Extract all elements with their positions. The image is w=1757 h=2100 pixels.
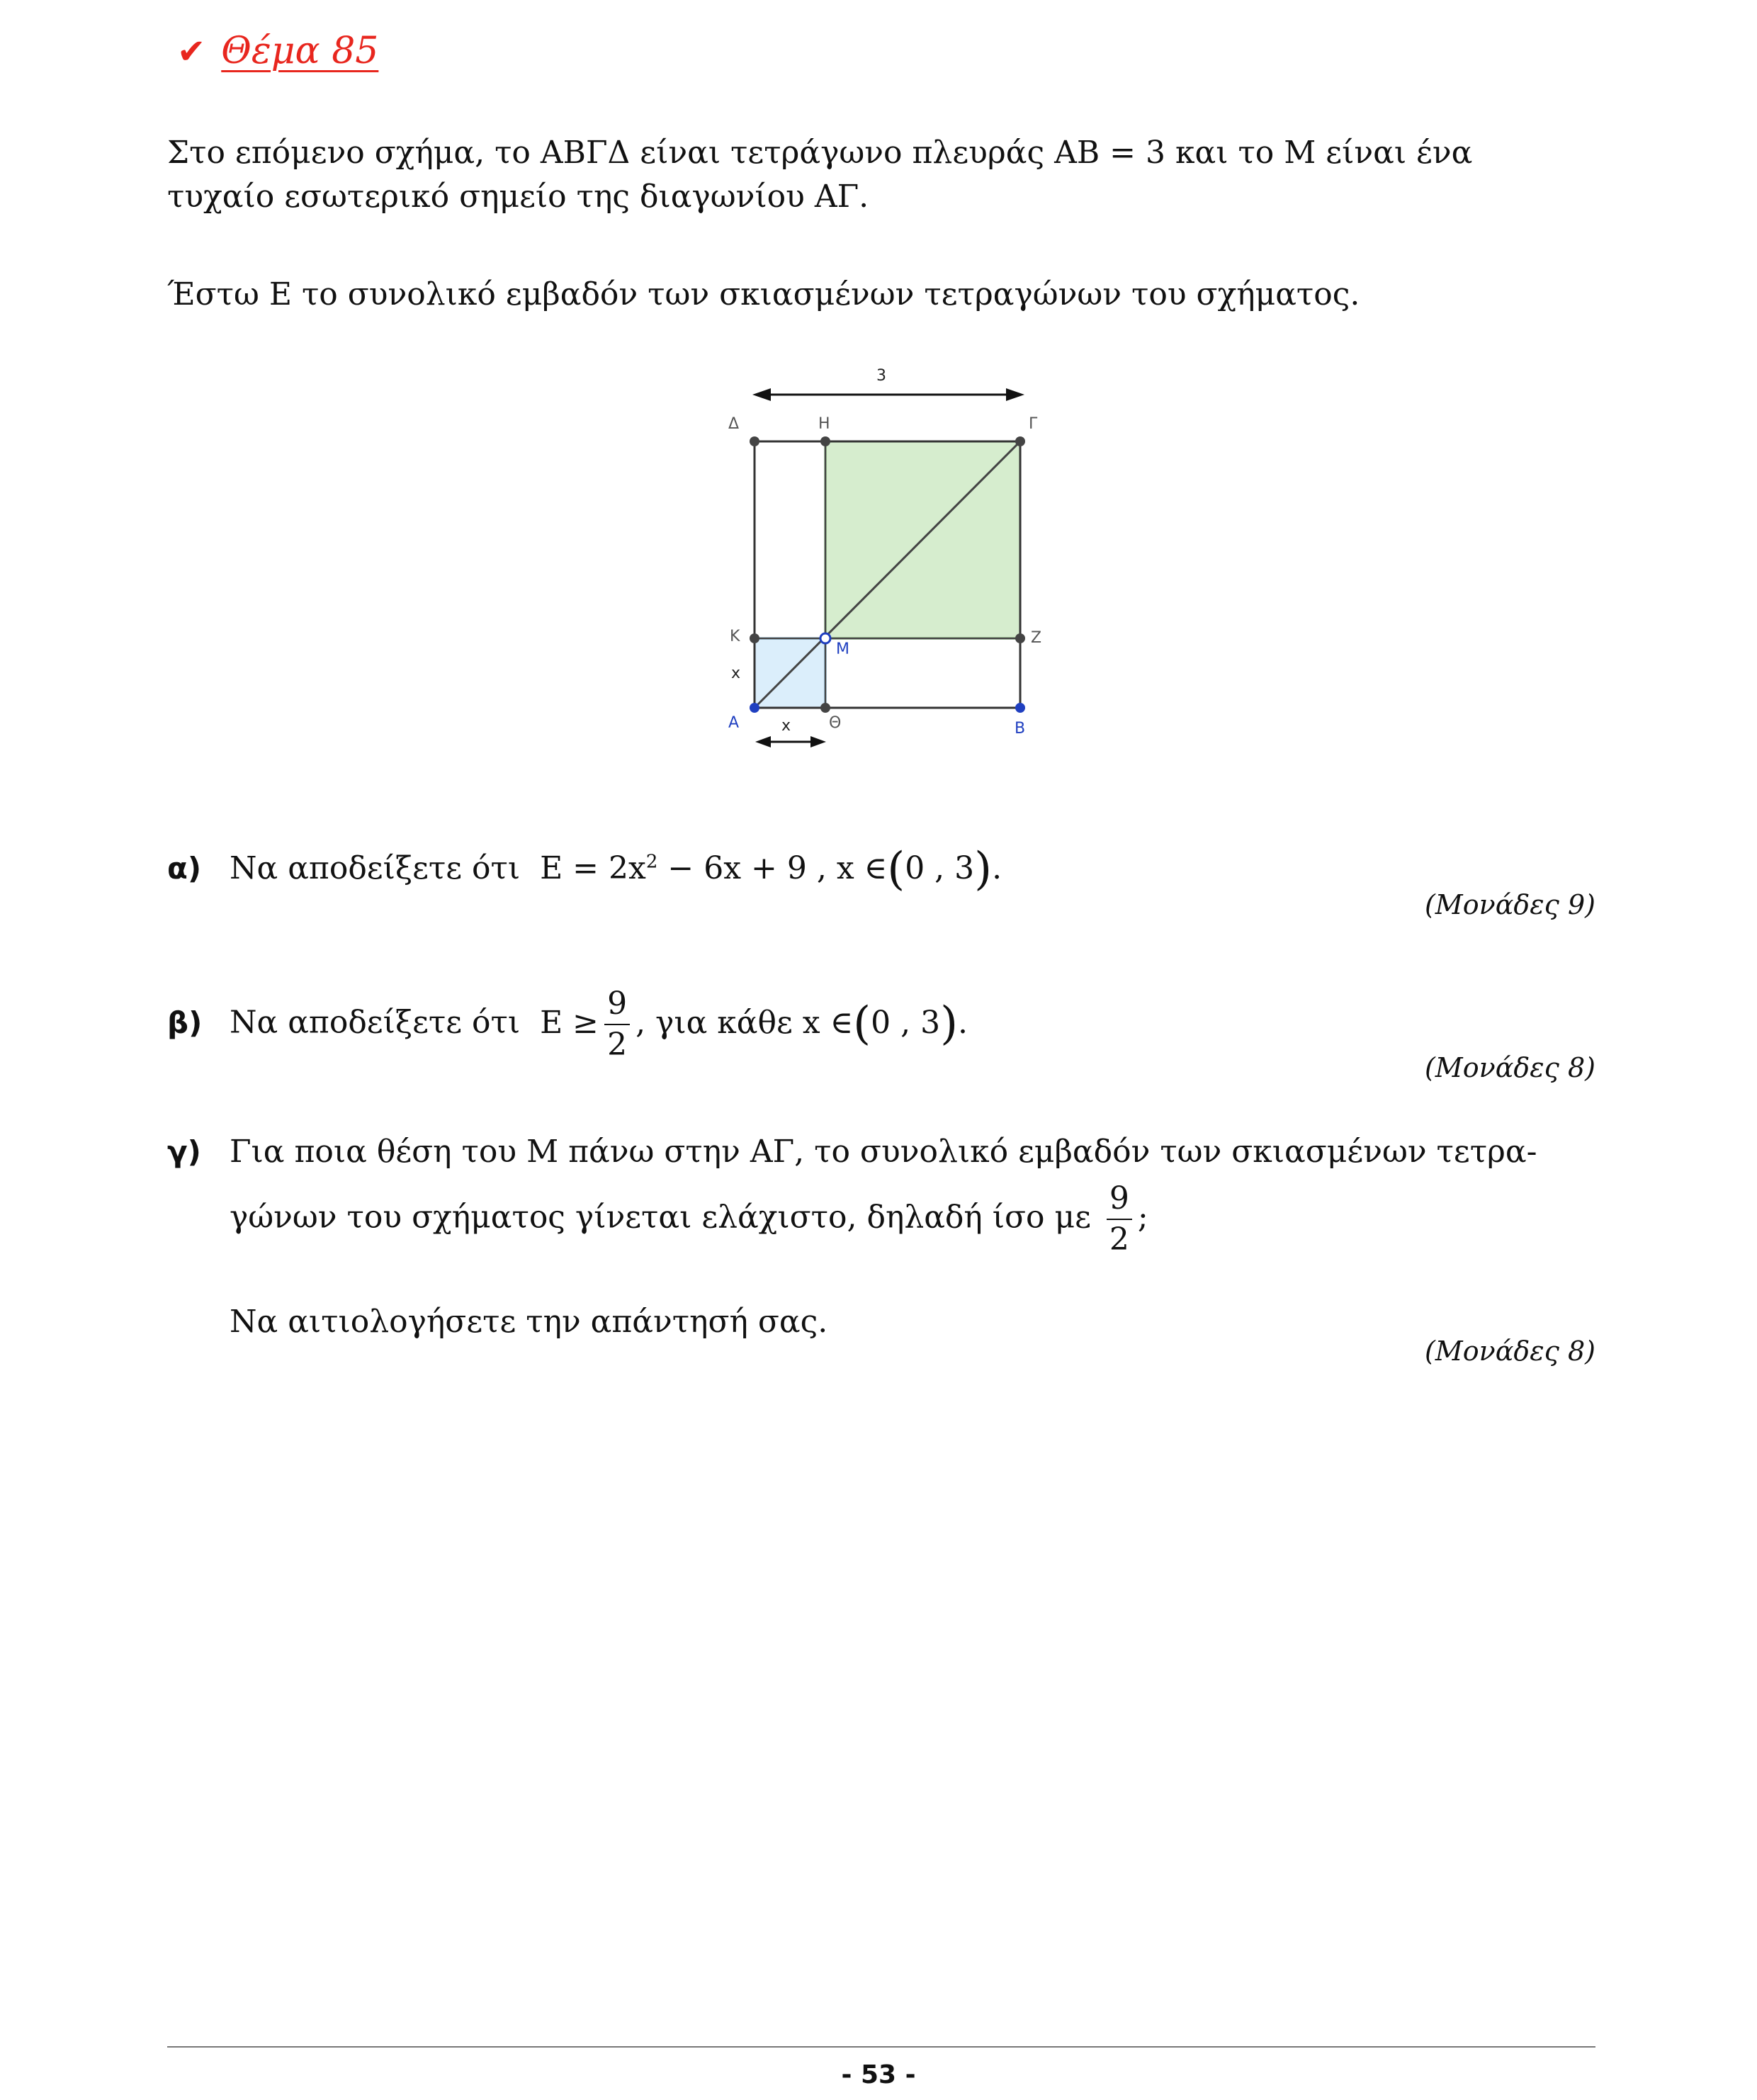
top-arrow-right-icon — [1006, 388, 1024, 401]
label-theta: Θ — [829, 714, 842, 732]
topic-heading — [177, 30, 378, 72]
marks-b: (Μονάδες 8) — [1424, 1052, 1595, 1083]
definition-paragraph: Έστω Ε το συνολικό εμβαδόν των σκιασμένων τετραγώνων του σχήματος. — [167, 276, 1360, 312]
question-b-expr: Ε ≥ $\frac{9}{2}$ , για κάθε x ∈(0 , 3). — [540, 986, 968, 1063]
question-b-numerator: 9 — [604, 988, 630, 1025]
question-c-text-2: γώνων του σχήματος γίνεται ελάχιστο, δηλαδή ίσο με — [230, 1199, 1091, 1236]
question-c-label: γ) — [167, 1134, 201, 1169]
footer-divider — [167, 2046, 1595, 2048]
question-b — [167, 988, 968, 1061]
label-k: Κ — [730, 628, 740, 645]
question-a-expr: $E = 2x^2 - 6x + 9$ , x ∈(0 , 3). — [540, 843, 1002, 896]
point-m — [820, 633, 830, 643]
point-d — [750, 436, 759, 446]
point-k — [750, 633, 759, 643]
intro-line-1: Στο επόμενο σχήμα, το ΑΒΓΔ είναι τετράγωνο πλευράς ΑΒ = 3 και το Μ είναι ένα — [167, 135, 1473, 171]
top-arrow-left-icon — [752, 388, 771, 401]
label-a: Α — [728, 714, 740, 732]
question-b-expr-pre: Ε ≥ — [540, 1004, 599, 1041]
label-m: Μ — [836, 640, 849, 658]
question-c-denominator: 2 — [1109, 1221, 1129, 1258]
marks-a: (Μονάδες 9) — [1424, 889, 1595, 920]
page-number: - 53 - — [841, 2060, 916, 2089]
question-b-end: . — [958, 1004, 968, 1041]
point-b — [1015, 703, 1025, 713]
question-c-line-3: Να αιτιολογήσετε την απάντησή σας. — [230, 1304, 828, 1340]
point-a — [750, 703, 759, 713]
question-b-interval: 0 , 3 — [871, 1004, 941, 1041]
question-b-fraction — [604, 988, 630, 1061]
question-c-numerator: 9 — [1107, 1183, 1132, 1220]
bottom-arrow-left-icon — [755, 736, 771, 747]
question-c-end: ; — [1137, 1199, 1148, 1236]
point-g — [1015, 436, 1025, 446]
point-z — [1015, 633, 1025, 643]
label-d: Δ — [728, 415, 740, 433]
question-b-label: β) — [167, 1005, 203, 1040]
point-h — [820, 436, 830, 446]
question-b-expr-post: , για κάθε x ∈ — [635, 1004, 854, 1041]
top-measure-label: 3 — [876, 367, 886, 385]
question-c-fraction — [1107, 1180, 1132, 1258]
point-theta — [820, 703, 830, 713]
intro-paragraph — [167, 131, 1472, 219]
question-c-line-2 — [230, 1180, 1148, 1258]
question-a-text: Να αποδείξετε ότι — [230, 850, 521, 886]
question-c-line-1 — [167, 1134, 1537, 1170]
check-icon: ✔ — [177, 32, 206, 72]
topic-title: Θέμα 85 — [221, 30, 379, 72]
label-g: Γ — [1029, 415, 1038, 433]
question-a-interval: 0 , 3 — [905, 850, 975, 886]
label-h: Η — [818, 415, 830, 433]
intro-line-2: τυχαίο εσωτερικό σημείο της διαγωνίου ΑΓ. — [167, 179, 869, 215]
question-a-exponent: 2 — [645, 851, 658, 873]
bottom-arrow-right-icon — [810, 736, 826, 747]
question-a-label: α) — [167, 851, 202, 886]
question-a-expr-pre: Ε = 2x — [540, 850, 646, 886]
question-b-text: Να αποδείξετε ότι — [230, 1004, 521, 1041]
question-a — [167, 843, 1002, 896]
label-z: Ζ — [1031, 629, 1042, 647]
marks-c: (Μονάδες 8) — [1424, 1336, 1595, 1367]
question-a-end: . — [992, 850, 1002, 886]
question-c-text-1: Για ποια θέση του Μ πάνω στην ΑΓ, το συνολικό εμβαδόν των σκιασμένων τετρα- — [230, 1134, 1537, 1170]
question-b-denominator: 2 — [607, 1027, 628, 1063]
question-a-expr-post: − 6x + 9 , x ∈ — [657, 850, 888, 886]
label-b: Β — [1015, 720, 1026, 738]
square-figure — [708, 358, 1063, 755]
label-x-side: x — [731, 665, 741, 682]
label-x-bottom: x — [781, 717, 791, 735]
